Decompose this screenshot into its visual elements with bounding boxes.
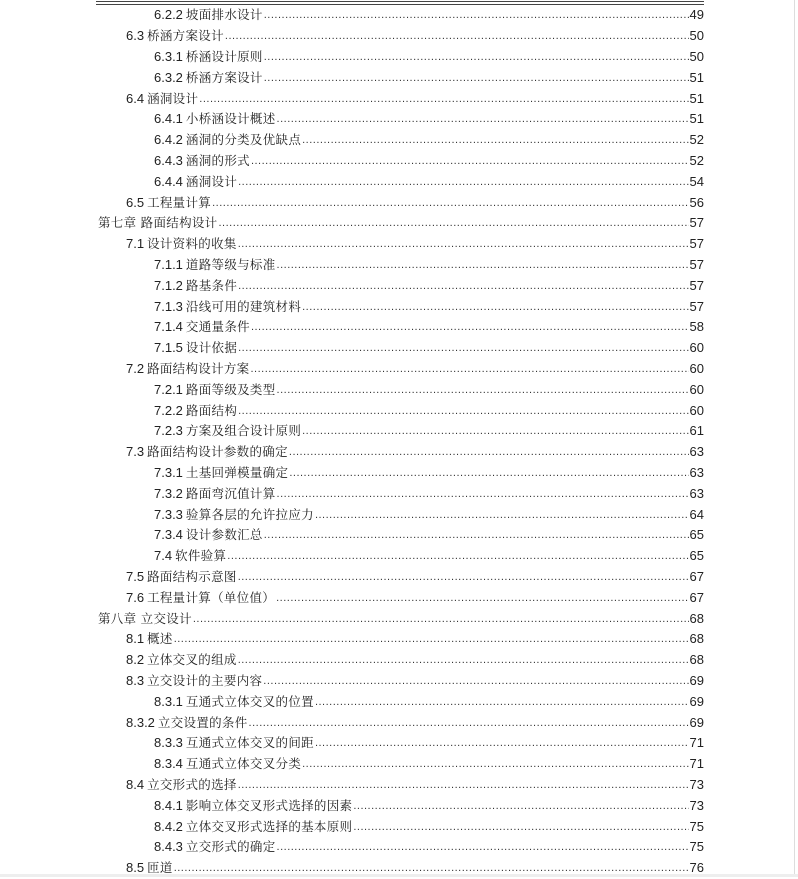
toc-entry-page: 71 [689,756,704,772]
toc-entry-title: 影响立体交叉形式选择的因素 [185,797,353,813]
toc-leader-dots [264,68,689,88]
toc-entry[interactable] [126,442,704,463]
toc-leader-dots [212,193,688,213]
toc-entry-number: 7.1.5 [154,340,183,356]
toc-entry-page: 67 [689,568,704,584]
toc-entry[interactable] [126,234,704,255]
toc-leader-dots [264,47,689,67]
toc-leader-dots [225,26,689,46]
toc-entry-title: 互通式立体交叉的间距 [185,735,314,751]
toc-leader-dots [315,692,689,712]
toc-entry[interactable] [126,359,704,380]
toc-entry-number: 7.3 [126,444,145,460]
toc-leader-dots [302,754,688,774]
toc-entry[interactable] [154,275,704,296]
toc-entry-page: 57 [689,215,704,231]
toc-entry-number: 7.2.3 [154,423,183,439]
toc-entry-number: 7.2.2 [154,402,183,418]
toc-entry-number: 6.3.1 [154,48,183,64]
toc-entry-title: 立交设置的条件 [157,714,248,730]
toc-leader-dots [238,567,689,587]
toc-entry-page: 61 [689,423,704,439]
toc-entry-page: 57 [689,256,704,272]
toc-entry-title: 道路等级与标准 [185,256,276,272]
toc-leader-dots [250,359,688,379]
toc-entry-page: 63 [689,444,704,460]
toc-entry-title: 互通式立体交叉分类 [185,756,302,772]
toc-entry[interactable] [154,109,704,130]
toc-entry-title: 土基回弹模量确定 [185,464,289,480]
toc-entry[interactable] [98,213,704,234]
toc-entry-page: 60 [689,360,704,376]
toc-leader-dots [302,130,688,150]
toc-leader-dots [249,713,689,733]
toc-entry[interactable] [154,338,704,359]
toc-leader-dots [251,317,689,337]
toc-entry-page: 67 [689,589,704,605]
toc-entry-number: 8.4 [126,776,145,792]
toc-entry-number: 6.4.4 [154,173,183,189]
toc-entry[interactable] [154,317,704,338]
toc-entry[interactable] [154,67,704,88]
toc-entry[interactable] [126,192,704,213]
toc-entry-title: 第八章 立交设计 [98,610,192,626]
toc-entry-number: 8.4.2 [154,818,183,834]
toc-entry-number: 8.3.2 [126,714,155,730]
toc-leader-dots [238,775,689,795]
toc-entry[interactable] [154,296,704,317]
toc-leader-dots [238,650,689,670]
toc-entry[interactable] [126,858,704,879]
toc-entry[interactable] [154,754,704,775]
toc-entry-title: 涵洞的形式 [185,152,250,168]
toc-entry[interactable] [126,712,704,733]
toc-entry-page: 68 [689,652,704,668]
header-rule-top [96,1,704,2]
toc-entry-page: 57 [689,298,704,314]
toc-entry[interactable] [154,795,704,816]
toc-entry-page: 75 [689,818,704,834]
toc-entry[interactable] [154,421,704,442]
toc-entry-title: 设计资料的收集 [147,236,237,252]
toc-entry-number: 8.4.3 [154,839,183,855]
toc-entry-title: 小桥涵设计概述 [185,111,276,127]
toc-leader-dots [264,525,689,545]
toc-entry-title: 桥涵设计原则 [185,48,263,64]
toc-entry-number: 8.1 [126,631,145,647]
toc-entry-title: 立交形式的选择 [147,776,237,792]
toc-entry-number: 6.3 [126,28,145,44]
toc-entry-page: 75 [689,839,704,855]
toc-entry-number: 6.4.3 [154,152,183,168]
toc-entry-title: 互通式立体交叉的位置 [185,693,314,709]
toc-entry[interactable] [126,650,704,671]
toc-entry-page: 65 [689,548,704,564]
toc-entry[interactable] [154,691,704,712]
toc-entry[interactable] [126,671,704,692]
toc-entry-page: 57 [689,236,704,252]
toc-leader-dots [238,172,688,192]
toc-leader-dots [277,484,689,504]
toc-entry-page: 52 [689,152,704,168]
toc-entry-number: 6.4.1 [154,111,183,127]
toc-entry[interactable] [154,504,704,525]
toc-entry-number: 7.2.1 [154,381,183,397]
toc-entry-page: 69 [689,714,704,730]
toc-entry-page: 60 [689,340,704,356]
toc-leader-dots [174,858,689,878]
toc-entry-number: 7.3.2 [154,485,183,501]
toc-entry-number: 7.1.4 [154,319,183,335]
toc-entry-page: 68 [689,631,704,647]
toc-entry-number: 7.2 [126,360,145,376]
toc-entry-title: 桥涵方案设计 [185,69,263,85]
toc-entry-page: 65 [689,527,704,543]
toc-entry-number: 6.3.2 [154,69,183,85]
toc-entry[interactable] [154,171,704,192]
toc-entry-title: 工程量计算（单位值） [147,589,276,605]
toc-leader-dots [227,546,688,566]
toc-entry-page: 54 [689,173,704,189]
page-edge [794,0,795,877]
toc-leader-dots [264,5,689,25]
toc-entry-title: 工程量计算 [147,194,212,210]
toc-leader-dots [277,255,689,275]
toc-entry-page: 58 [689,319,704,335]
toc-entry-page: 52 [689,132,704,148]
toc-entry-number: 7.3.3 [154,506,183,522]
toc-leader-dots [277,837,689,857]
toc-entry-title: 路面等级及类型 [185,381,276,397]
toc-entry-number: 8.3 [126,672,145,688]
toc-entry-number: 8.3.4 [154,756,183,772]
toc-leader-dots [193,609,689,629]
toc-leader-dots [199,89,688,109]
toc-entry-title: 路面结构设计参数的确定 [147,444,288,460]
toc-entry-page: 63 [689,485,704,501]
toc-entry-page: 73 [689,776,704,792]
toc-entry-page: 68 [689,610,704,626]
toc-entry-number: 6.4 [126,90,145,106]
toc-leader-dots [315,505,689,525]
toc-entry[interactable] [154,379,704,400]
toc-entry-title: 路面结构 [185,402,238,418]
toc-entry-number: 7.3.4 [154,527,183,543]
toc-leader-dots [218,213,688,233]
toc-entry-page: 51 [689,69,704,85]
toc-entry-title: 立交设计的主要内容 [147,672,263,688]
toc-entry-title: 第七章 路面结构设计 [98,215,218,231]
toc-leader-dots [263,671,688,691]
toc-entry-number: 7.1.3 [154,298,183,314]
toc-entry-page: 73 [689,797,704,813]
toc-entry-page: 51 [689,111,704,127]
toc-entry-number: 8.4.1 [154,797,183,813]
toc-entry-number: 7.1.1 [154,256,183,272]
toc-entry-page: 63 [689,464,704,480]
toc-leader-dots [302,421,688,441]
toc-entry-number: 8.3.1 [154,693,183,709]
toc-entry[interactable] [154,483,704,504]
toc-entry-title: 交通量条件 [185,319,250,335]
toc-entry-page: 60 [689,381,704,397]
toc-entry-page: 56 [689,194,704,210]
toc-entry-number: 7.1 [126,236,145,252]
toc-entry-title: 概述 [147,631,173,647]
toc-entry[interactable] [154,463,704,484]
toc-entry-page: 57 [689,277,704,293]
toc-leader-dots [174,629,689,649]
toc-leader-dots [289,463,688,483]
toc-entry[interactable] [126,587,704,608]
toc-entry-number: 7.1.2 [154,277,183,293]
toc-entry-title: 涵洞的分类及优缺点 [185,132,302,148]
toc-entry[interactable] [154,400,704,421]
toc-entry[interactable] [154,151,704,172]
toc-entry[interactable] [154,733,704,754]
toc-entry-number: 7.6 [126,589,145,605]
toc-entry[interactable] [98,608,704,629]
toc-entry-number: 8.2 [126,652,145,668]
toc-leader-dots [277,109,689,129]
toc-entry[interactable] [154,546,704,567]
toc-entry-number: 6.4.2 [154,132,183,148]
toc-entry-number: 7.5 [126,568,145,584]
toc-entry[interactable] [154,47,704,68]
toc-entry[interactable] [126,567,704,588]
toc-leader-dots [315,733,689,753]
toc-entry-number: 6.5 [126,194,145,210]
toc-entry-title: 设计依据 [185,340,238,356]
toc-entry-title: 匝道 [147,860,173,876]
toc-entry-title: 立交形式的确定 [185,839,276,855]
toc-entry[interactable] [126,26,704,47]
toc-entry-page: 60 [689,402,704,418]
toc-entry[interactable] [154,837,704,858]
toc-entry-title: 路面结构设计方案 [147,360,250,376]
toc-entry-title: 路面弯沉值计算 [185,485,276,501]
toc-entry-title: 软件验算 [175,548,227,564]
toc-entry-page: 50 [689,28,704,44]
toc-leader-dots [238,276,688,296]
toc-leader-dots [289,442,689,462]
toc-entry[interactable] [154,525,704,546]
toc-entry-title: 方案及组合设计原则 [185,423,302,439]
toc-entry-title: 涵洞设计 [147,90,199,106]
toc-entry[interactable] [154,816,704,837]
toc-entry-page: 71 [689,735,704,751]
toc-entry-title: 设计参数汇总 [185,527,263,543]
toc-entry-title: 立体交叉形式选择的基本原则 [185,818,353,834]
toc-entry-number: 6.2.2 [154,7,183,23]
toc-entry-title: 路基条件 [185,277,238,293]
toc-entry-title: 桥涵方案设计 [147,28,224,44]
toc-entry-page: 49 [689,7,704,23]
toc-leader-dots [277,380,689,400]
toc-leader-dots [353,796,688,816]
toc-entry-page: 50 [689,48,704,64]
toc-entry-page: 76 [689,860,704,876]
toc-entry[interactable] [154,130,704,151]
toc-entry-number: 7.4 [154,548,173,564]
toc-entry-number: 7.3.1 [154,464,183,480]
toc-entry-title: 沿线可用的建筑材料 [185,298,302,314]
toc-entry[interactable] [126,88,704,109]
toc-entry-number: 8.3.3 [154,735,183,751]
toc-entry-title: 坡面排水设计 [185,7,263,23]
toc-leader-dots [276,588,688,608]
toc-entry-number: 8.5 [126,860,145,876]
toc-leader-dots [238,338,688,358]
toc-entry[interactable] [154,255,704,276]
toc-leader-dots [251,151,689,171]
toc-entry[interactable] [126,775,704,796]
toc-entry-title: 路面结构示意图 [147,568,237,584]
toc-leader-dots [353,817,688,837]
toc-entry-page: 69 [689,693,704,709]
toc-entry-page: 51 [689,90,704,106]
toc-entry-page: 69 [689,672,704,688]
toc-entry[interactable] [126,629,704,650]
toc-entry[interactable] [154,5,704,26]
toc-entry-page: 64 [689,506,704,522]
toc-leader-dots [238,401,688,421]
toc-entry-title: 立体交叉的组成 [147,652,237,668]
toc-leader-dots [238,234,689,254]
toc-entry-title: 涵洞设计 [185,173,238,189]
toc-entry-title: 验算各层的允许拉应力 [185,506,314,522]
toc-leader-dots [302,297,688,317]
